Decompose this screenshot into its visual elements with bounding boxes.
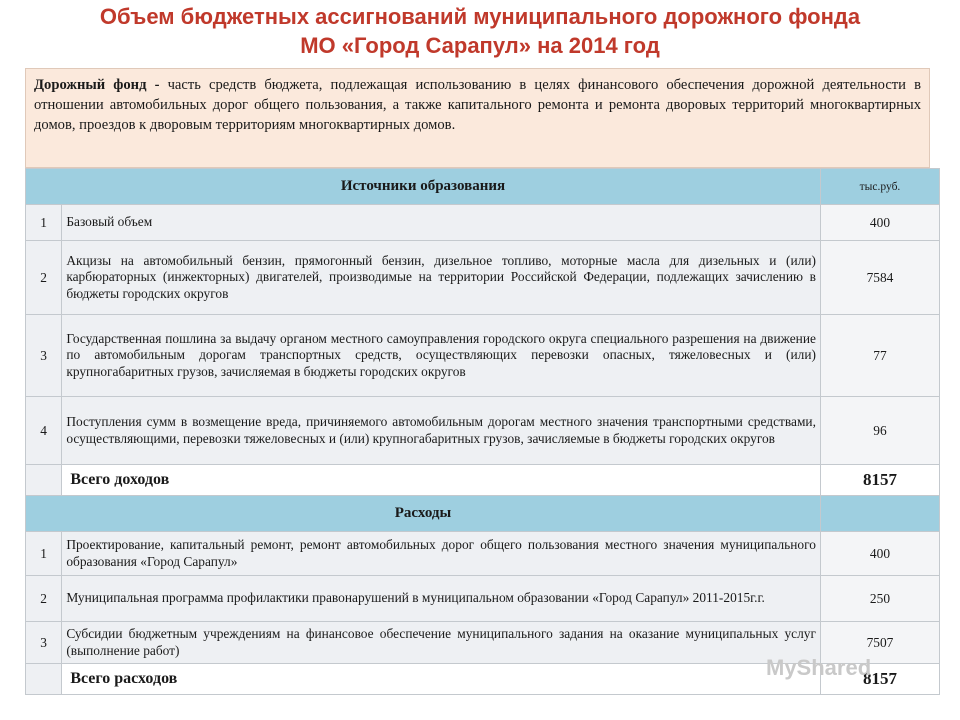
row-value: 7584 <box>820 241 939 315</box>
row-text: Субсидии бюджетным учреждениям на финансовое обеспечение муниципального задания на оказание муниципальных услуг (выполнение работ) <box>62 622 821 664</box>
row-number: 3 <box>26 622 62 664</box>
row-value: 7507 <box>820 622 939 664</box>
row-number: 3 <box>26 315 62 397</box>
title-line-2: МО «Город Сарапул» на 2014 год <box>300 33 660 58</box>
row-text: Акцизы на автомобильный бензин, прямогонный бензин, дизельное топливо, моторные масла для дизельных и (или) карбюраторных (инжекторных) двигателей, производимые на территории Российской Федерации, подлежащих зачислению в бюджеты городских округов <box>62 241 821 315</box>
expenses-header-row <box>26 496 940 532</box>
income-header-row <box>26 169 940 205</box>
row-text: Базовый объем <box>62 205 821 241</box>
row-number: 1 <box>26 532 62 576</box>
watermark-logo: MyShared <box>766 655 872 680</box>
row-text: Государственная пошлина за выдачу органом местного самоуправления городского округа специального разрешения на движение по автомобильным дорогам транспортных средств, осуществляющих перевозки опасных, тяжеловесных и (или) крупногабаритных грузов, зачисляемая в бюджеты городских округов <box>62 315 821 397</box>
expenses-header: Расходы <box>26 496 821 532</box>
empty-cell <box>820 496 939 532</box>
table-row <box>26 315 940 397</box>
income-total-row <box>26 465 940 496</box>
expenses-total-label: Всего расходов <box>62 664 821 695</box>
expenses-total-value: 8157 <box>820 664 939 695</box>
table-row <box>26 576 940 622</box>
row-number: 4 <box>26 397 62 465</box>
row-number: 1 <box>26 205 62 241</box>
table-row <box>26 397 940 465</box>
row-value: 400 <box>820 532 939 576</box>
row-value: 400 <box>820 205 939 241</box>
unit-label: тыс.руб. <box>820 169 939 205</box>
definition-text: часть средств бюджета, подлежащая использованию в целях финансового обеспечения дорожной деятельности в отношении автомобильных дорог общего пользования, а также капитального ремонта и ремонта дворовых территорий многоквартирных домов, проездов к дворовым территориям многоквартирных домов. <box>34 77 921 133</box>
row-text: Проектирование, капитальный ремонт, ремонт автомобильных дорог общего пользования местного значения муниципального образования «Город Сарапул» <box>62 532 821 576</box>
definition-term: Дорожный фонд - <box>34 77 160 93</box>
row-number: 2 <box>26 241 62 315</box>
row-text: Муниципальная программа профилактики правонарушений в муниципальном образовании «Город Сарапул» 2011-2015г.г. <box>62 576 821 622</box>
row-text: Поступления сумм в возмещение вреда, причиняемого автомобильным дорогам местного значения транспортными средствами, осуществляющими, перевозки тяжеловесных и (или) крупногабаритных грузов, зачисляемые в бюджеты городских округов <box>62 397 821 465</box>
empty-cell <box>26 465 62 496</box>
income-header: Источники образования <box>26 169 821 205</box>
budget-table <box>25 168 940 695</box>
row-number: 2 <box>26 576 62 622</box>
table-row <box>26 532 940 576</box>
row-value: 250 <box>820 576 939 622</box>
page-title <box>0 0 960 60</box>
definition-box <box>25 68 930 168</box>
title-line-1: Объем бюджетных ассигнований муниципального дорожного фонда <box>99 4 861 29</box>
income-total-label: Всего доходов <box>62 465 821 496</box>
table-row <box>26 205 940 241</box>
row-value: 96 <box>820 397 939 465</box>
income-total-value: 8157 <box>820 465 939 496</box>
table-row <box>26 241 940 315</box>
empty-cell <box>26 664 62 695</box>
row-value: 77 <box>820 315 939 397</box>
